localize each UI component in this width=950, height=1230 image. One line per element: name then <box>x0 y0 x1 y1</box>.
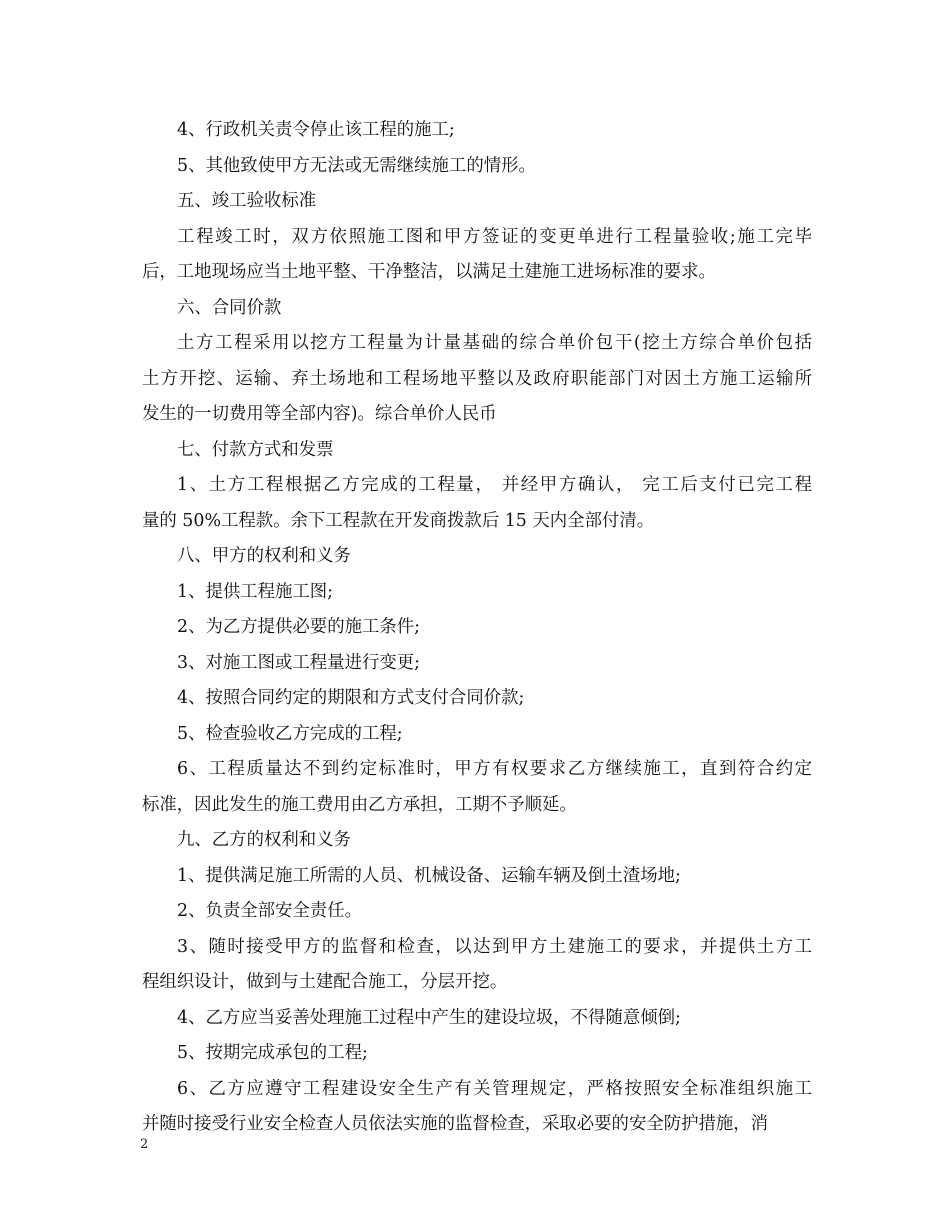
paragraph-line: 发生的一切费用等全部内容)。综合单价人民币 <box>142 404 497 424</box>
paragraph <box>142 930 812 1001</box>
paragraph <box>142 894 812 930</box>
paragraph <box>142 326 812 433</box>
paragraph-line: 3、随时接受甲方的监督和检查，以达到甲方土建施工的要求，并提供土方工 <box>177 936 812 957</box>
paragraph-line: 土方开挖、运输、弃土场地和工程场地平整以及政府职能部门对因土方施工运输所 <box>142 368 812 389</box>
paragraph-line: 六、合同价款 <box>177 297 282 318</box>
paragraph-line: 工程竣工时，双方依照施工图和甲方签证的变更单进行工程量验收;施工完毕 <box>177 226 812 247</box>
paragraph-line: 3、对施工图或工程量进行变更; <box>177 652 421 673</box>
paragraph-line: 八、甲方的权利和义务 <box>177 546 351 566</box>
paragraph <box>142 1072 812 1143</box>
paragraph <box>142 717 812 753</box>
paragraph-line: 6、工程质量达不到约定标准时，甲方有权要求乙方继续施工，直到符合约定 <box>177 759 812 779</box>
paragraph-line: 2、为乙方提供必要的施工条件; <box>177 617 421 637</box>
paragraph <box>142 113 812 149</box>
paragraph-line: 并随时接受行业安全检查人员依法实施的监督检查，采取必要的安全防护措施，消 <box>142 1114 769 1134</box>
paragraph <box>142 823 812 859</box>
paragraph-line: 量的 50%工程款。余下工程款在开发商拨款后 15 天内全部付清。 <box>142 510 655 531</box>
paragraph <box>142 610 812 646</box>
paragraph <box>142 859 812 895</box>
paragraph-line: 1、提供满足施工所需的人员、机械设备、运输车辆及倒土渣场地; <box>177 865 681 886</box>
paragraph <box>142 575 812 611</box>
paragraph <box>142 291 812 327</box>
paragraph-line: 后，工地现场应当土地平整、干净整洁，以满足土建施工进场标准的要求。 <box>142 262 716 282</box>
paragraph-line: 1、土方工程根据乙方完成的工程量， 并经甲方确认， 完工后支付已完工程 <box>177 475 812 495</box>
paragraph <box>142 646 812 682</box>
paragraph-line: 九、乙方的权利和义务 <box>177 830 351 850</box>
paragraph-line: 七、付款方式和发票 <box>177 439 334 460</box>
paragraph-line: 5、按期完成承包的工程; <box>177 1043 368 1063</box>
paragraph <box>142 539 812 575</box>
paragraph-line: 2、负责全部安全责任。 <box>177 901 362 921</box>
paragraph <box>142 1036 812 1072</box>
paragraph-line: 4、乙方应当妥善处理施工过程中产生的建设垃圾，不得随意倾倒; <box>177 1007 681 1028</box>
paragraph <box>142 468 812 539</box>
paragraph-line: 5、其他致使甲方无法或无需继续施工的情形。 <box>177 155 536 176</box>
paragraph <box>142 752 812 823</box>
paragraph-line: 5、检查验收乙方完成的工程; <box>177 723 403 744</box>
paragraph-line: 6、乙方应遵守工程建设安全生产有关管理规定，严格按照安全标准组织施工 <box>177 1078 812 1099</box>
paragraph <box>142 149 812 185</box>
paragraph <box>142 184 812 220</box>
paragraph-line: 4、按照合同约定的期限和方式支付合同价款; <box>177 688 525 708</box>
document-body <box>142 113 812 1143</box>
paragraph-line: 标准，因此发生的施工费用由乙方承担，工期不予顺延。 <box>142 794 577 815</box>
paragraph-line: 4、行政机关责令停止该工程的施工; <box>177 120 455 140</box>
page-number: 2 <box>140 1137 149 1152</box>
paragraph <box>142 220 812 291</box>
paragraph-line: 五、竣工验收标准 <box>177 191 317 211</box>
paragraph-line: 土方工程采用以挖方工程量为计量基础的综合单价包干(挖土方综合单价包括 <box>177 333 812 353</box>
paragraph-line: 1、提供工程施工图; <box>177 581 334 602</box>
paragraph <box>142 681 812 717</box>
paragraph <box>142 1001 812 1037</box>
paragraph <box>142 433 812 469</box>
paragraph-line: 程组织设计，做到与土建配合施工，分层开挖。 <box>142 972 508 992</box>
